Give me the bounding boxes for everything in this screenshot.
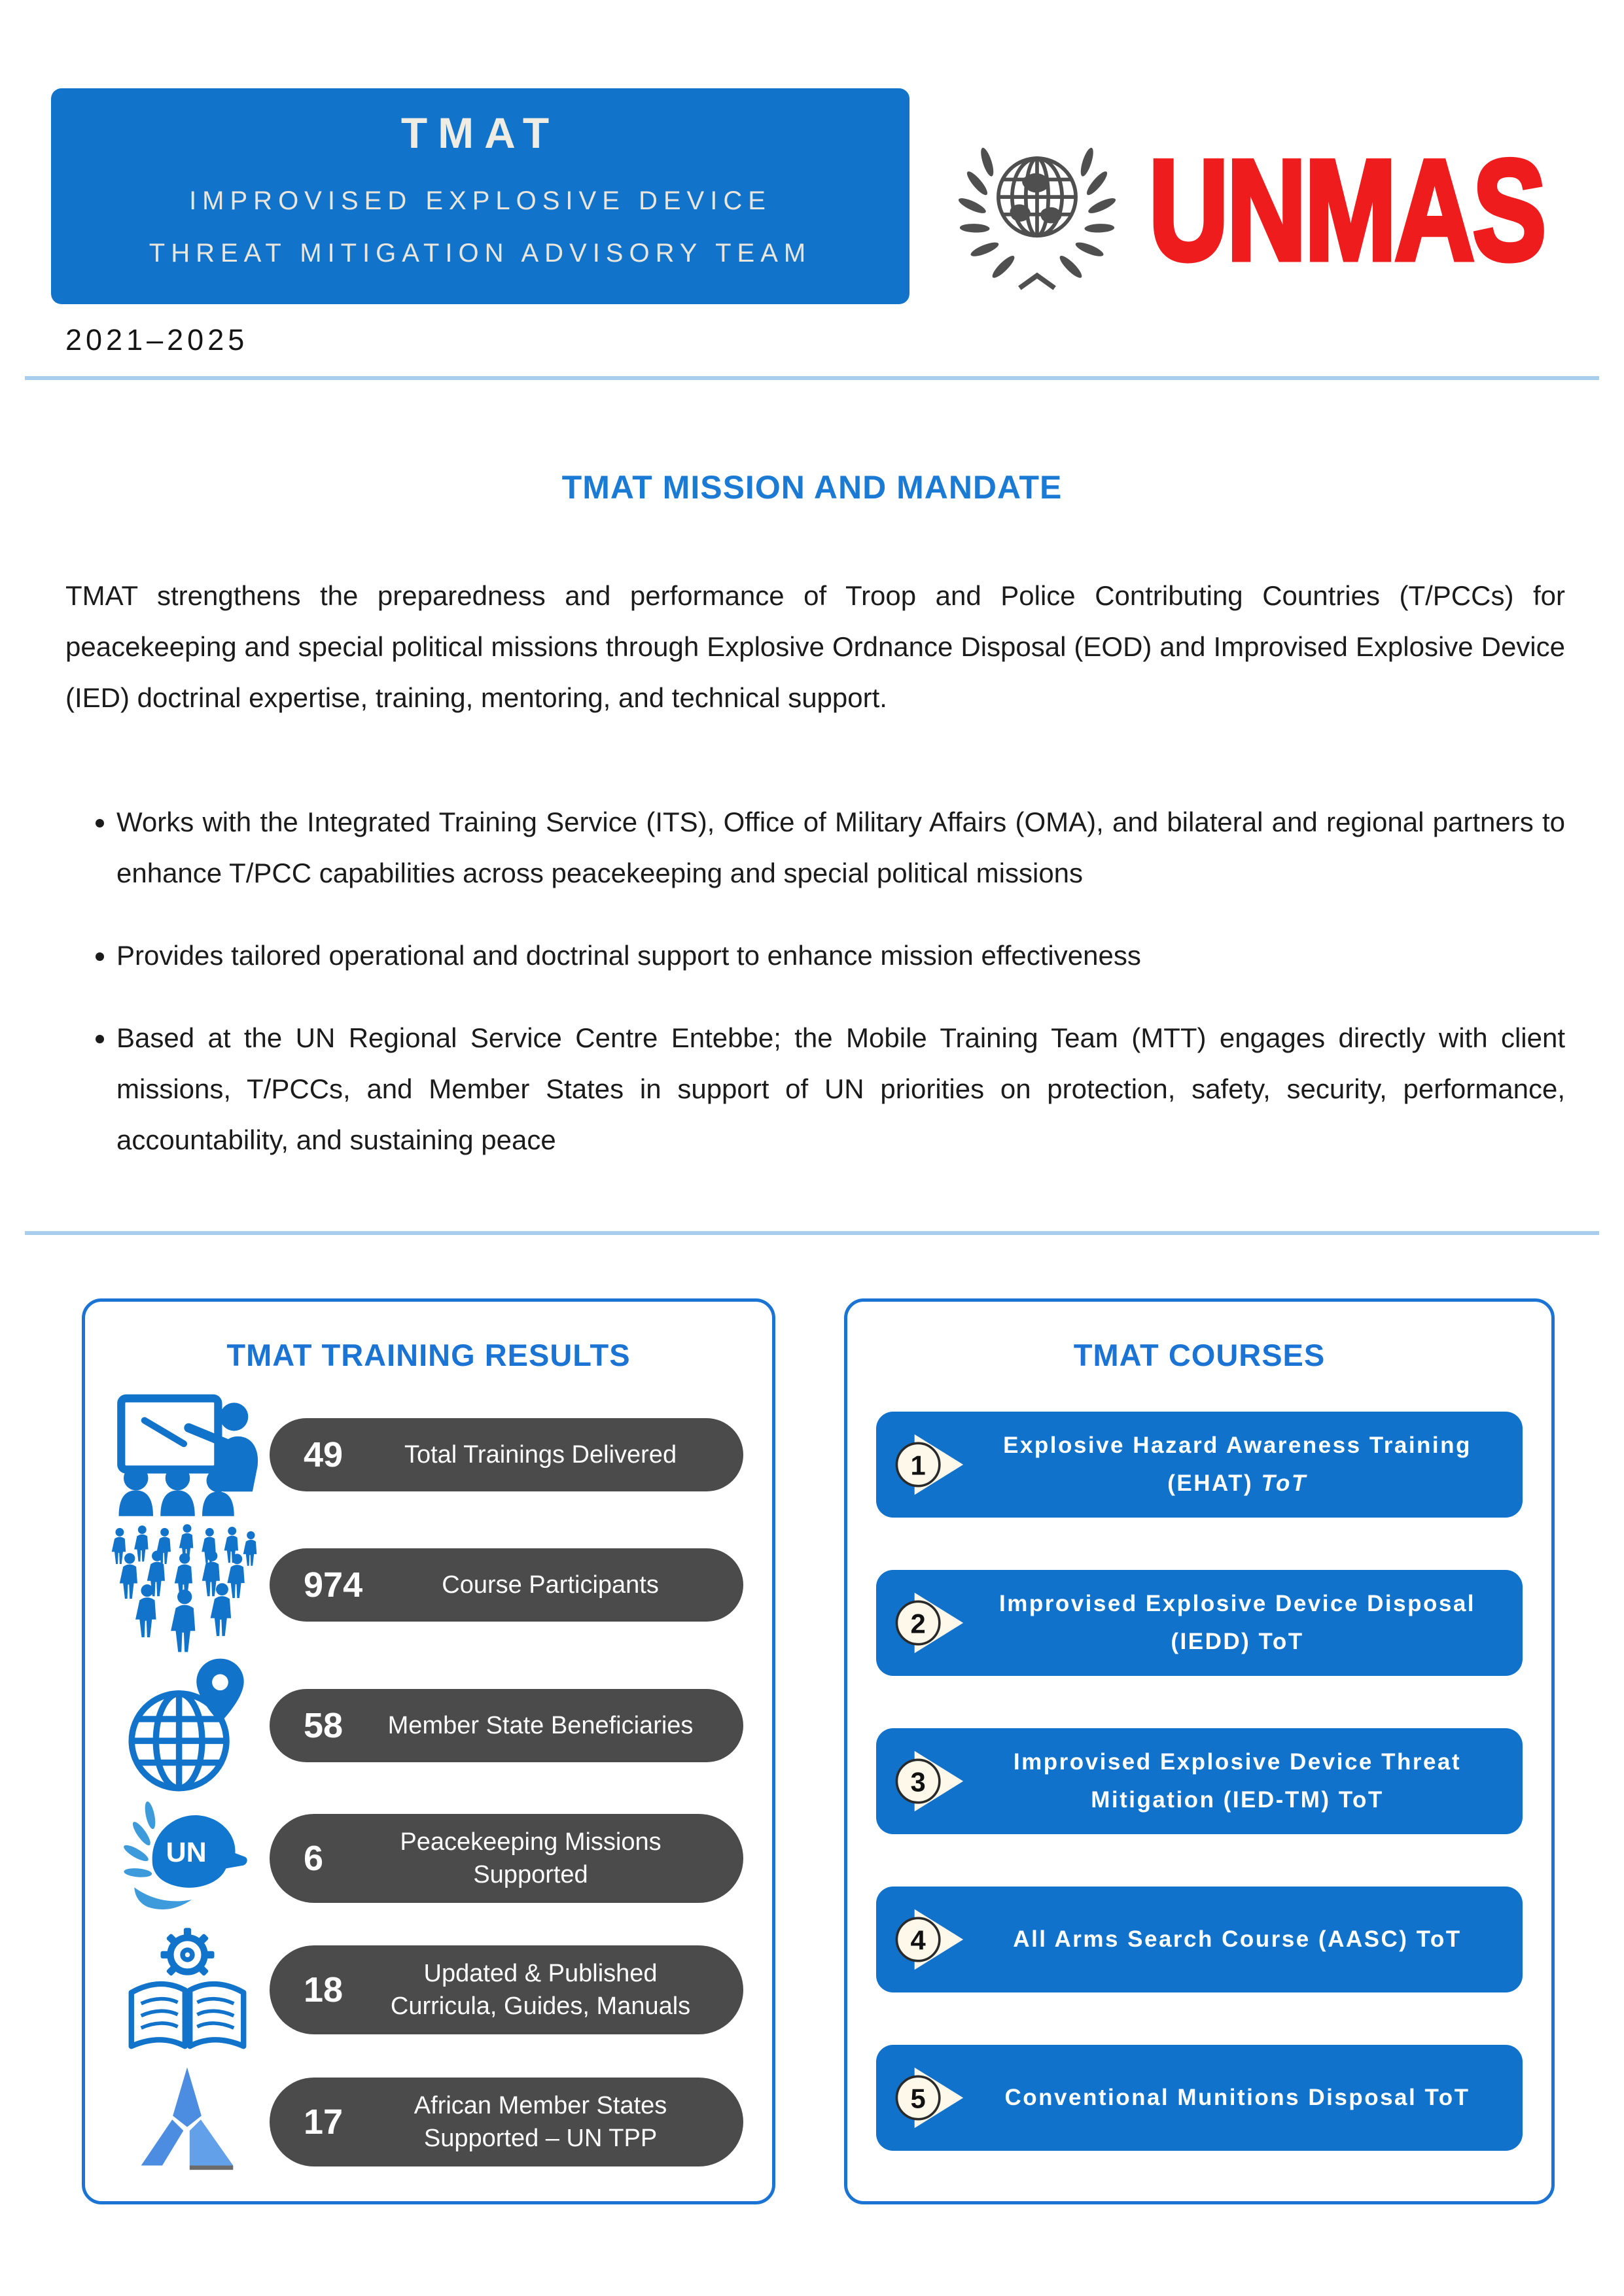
header-subtitle-line2: THREAT MITIGATION ADVISORY TEAM [149, 239, 812, 268]
svg-text:UN: UN [166, 1837, 207, 1869]
divider-line [25, 376, 1599, 380]
number-badge-icon [893, 1426, 970, 1503]
stat-pill [270, 2078, 743, 2166]
result-row-peacekeeping [105, 1797, 743, 1919]
header-subtitle-line1: IMPROVISED EXPLOSIVE DEVICE [189, 186, 771, 215]
header-subtitle [51, 175, 909, 279]
stat-label: Peacekeeping Missions Supported [400, 1828, 662, 1888]
stat-pill [270, 1418, 743, 1491]
svg-text:1: 1 [910, 1450, 926, 1481]
stat-value: 6 [304, 1838, 324, 1878]
course-item-aasc [876, 1887, 1523, 1992]
course-label: Explosive Hazard Awareness Training (EHAT) ToT [1003, 1433, 1472, 1496]
result-row-member-states [105, 1654, 743, 1797]
result-row-curricula [105, 1919, 743, 2060]
period-label: 2021–2025 [65, 323, 249, 357]
courses-title: TMAT COURSES [1073, 1338, 1326, 1372]
courses-box [844, 1298, 1555, 2204]
svg-text:5: 5 [910, 2083, 926, 2114]
mission-bullet: • Based at the UN Regional Service Centre Entebbe; the Mobile Training Team (MTT) engages directly with client missions, T/PCCs, and Member States in support of UN priorities on protection, safety, security, performance, accountability, and sustaining peace [116, 1013, 1565, 1166]
result-row-tpp [105, 2060, 743, 2184]
mission-heading: TMAT MISSION AND MANDATE [561, 469, 1063, 506]
training-results-rows [105, 1393, 743, 2175]
stat-label: Updated & Published Curricula, Guides, Manuals [390, 1959, 691, 2020]
stat-value: 18 [304, 1970, 344, 2009]
mission-bullet: • Provides tailored operational and doctrinal support to enhance mission effectiveness [116, 930, 1565, 981]
number-badge-icon [893, 1743, 970, 1820]
result-row-trainings [105, 1393, 743, 1516]
svg-text:3: 3 [910, 1766, 926, 1798]
mission-bullet: • Works with the Integrated Training Service (ITS), Office of Military Affairs (OMA), and bilateral and regional partners to enhance T/PCC capabilities across peacekeeping and special political missions [116, 797, 1565, 899]
tpp-triangle-icon [125, 2060, 249, 2184]
stat-pill [270, 1814, 743, 1903]
stat-pill [270, 1548, 743, 1622]
course-item-iedd [876, 1570, 1523, 1676]
globe-pin-icon [122, 1654, 253, 1797]
stat-label: Total Trainings Delivered [404, 1441, 677, 1469]
number-badge-icon [893, 1584, 970, 1661]
stat-label: Member State Beneficiaries [387, 1711, 694, 1739]
number-badge-icon [893, 1901, 970, 1978]
stat-value: 974 [304, 1565, 363, 1605]
stat-label: African Member States Supported – UN TPP [414, 2092, 667, 2152]
divider-line [25, 1231, 1599, 1235]
training-results-box [82, 1298, 775, 2204]
stat-pill [270, 1945, 743, 2034]
crowd-icon [105, 1516, 269, 1654]
number-badge-icon [893, 2059, 970, 2136]
unmas-logo: UNMAS [1149, 130, 1545, 290]
mission-bullet-list [80, 797, 1565, 1197]
course-label: Improvised Explosive Device Disposal (IEDD) ToT [998, 1591, 1476, 1654]
app-title: TMAT [400, 109, 560, 157]
courses-list [876, 1412, 1523, 2151]
stat-value: 58 [304, 1705, 344, 1745]
stat-value: 49 [304, 1435, 344, 1474]
course-label: Conventional Munitions Disposal ToT [1004, 2085, 1470, 2110]
result-row-participants [105, 1516, 743, 1654]
presentation-icon [114, 1393, 261, 1516]
un-emblem-icon [944, 116, 1131, 307]
course-label: Improvised Explosive Device Threat Mitigation (IED-TM) ToT [1013, 1749, 1462, 1813]
mission-intro-paragraph: TMAT strengthens the preparedness and performance of Troop and Police Contributing Countries (T/PCCs) for peacekeeping and special political missions through Explosive Ordnance Disposal (EOD) and Improvised Explosive Device (IED) doctrinal expertise, training, mentoring, and technical support. [65, 580, 1565, 713]
book-gear-icon [120, 1919, 255, 2060]
stat-label: Course Participants [442, 1571, 659, 1599]
course-item-ehat [876, 1412, 1523, 1518]
stat-value: 17 [304, 2102, 344, 2142]
un-helmet-icon [117, 1797, 258, 1919]
course-item-cmd [876, 2045, 1523, 2151]
header-banner [51, 88, 909, 304]
course-item-ied-tm [876, 1728, 1523, 1834]
stat-pill [270, 1689, 743, 1762]
training-results-title: TMAT TRAINING RESULTS [226, 1338, 631, 1372]
svg-text:4: 4 [910, 1924, 926, 1956]
svg-text:2: 2 [910, 1608, 926, 1639]
course-label: All Arms Search Course (AASC) ToT [1013, 1926, 1462, 1952]
